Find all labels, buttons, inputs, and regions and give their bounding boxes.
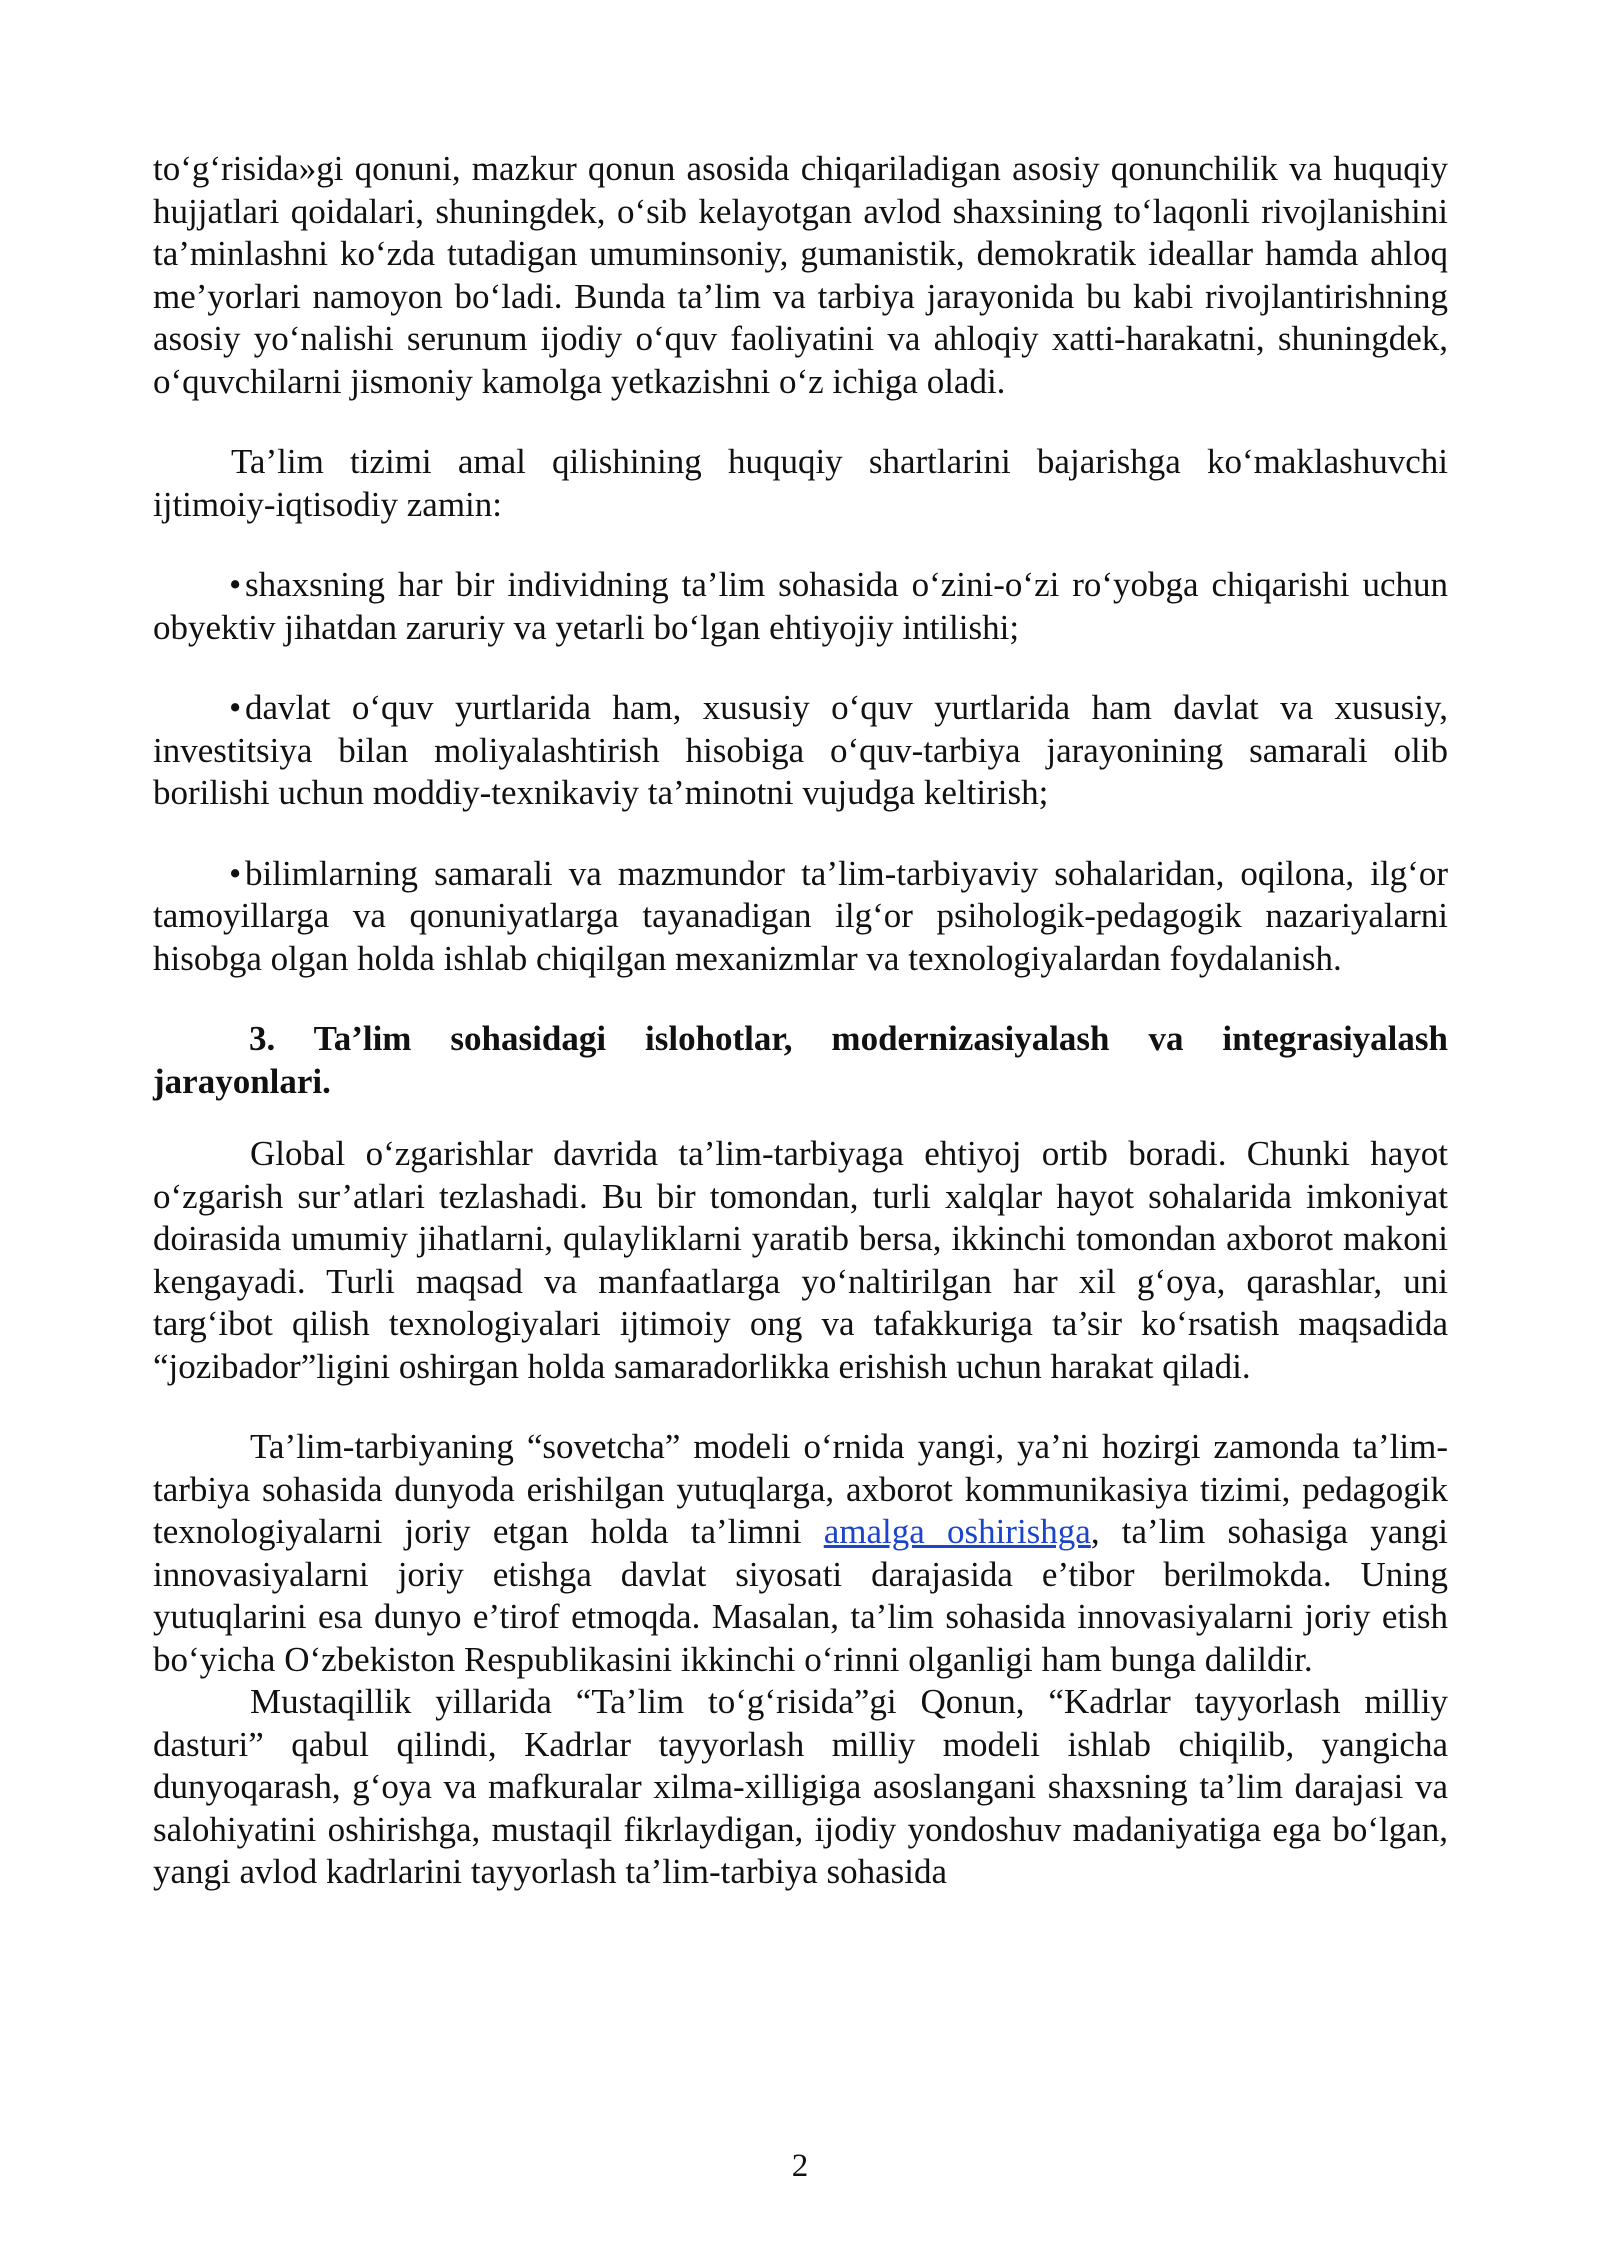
paragraph-global-changes: Global o‘zgarishlar davrida ta’lim-tarbiyaga ehtiyoj ortib boradi. Chunki hayot o‘zgarish sur’atlari tezlashadi. Bu bir tomondan, turli xalqlar hayot sohalarida imkoniyat doirasida umumiy jihatlarni, qulayliklarni yaratib bersa, ikkinchi tomondan axborot makoni kengayadi. Turli maqsad va manfaatlarga yo‘naltirilgan har xil g‘oya, qarashlar, uni targ‘ibot qilish texnologiyalari ijtimoiy ong va tafakkuriga ta’sir ko‘rsatish maqsadida “jozibador”ligini oshirgan holda samaradorlikka erishish uchun harakat qiladi. — [153, 1134, 1448, 1386]
paragraph-independence-years: Mustaqillik yillarida “Ta’lim to‘g‘risida”gi Qonun, “Kadrlar tayyorlash milliy dasturi” qabul qilindi, Kadrlar tayyorlash milliy modeli ishlab chiqilib, yangicha dunyoqarash, g‘oya va mafkuralar xilma-xilligiga asoslangani shaxsning ta’lim darajasi va salohiyatini oshirishga, mustaqil fikrlaydigan, ijodiy yondoshuv madaniyatiga ega bo‘lgan, yangi avlod kadrlarini tayyorlash ta’lim-tarbiya sohasida — [153, 1682, 1448, 1891]
paragraph-text-after-link: , ta’lim sohasiga yangi innovasiyalarni joriy etishga davlat siyosati darajasida e’tibor berilmokda. Uning yutuqlarini esa dunyo e’tirof etmoqda. Masalan, ta’lim sohasida innovasiyalarni joriy etish bo‘yicha O‘zbekiston Respublikasini ikkinchi o‘rinni olganligi ham bunga dalildir. — [153, 1512, 1448, 1679]
page-number: 2 — [791, 2148, 809, 2184]
bullet-text: shaxsning har bir individning ta’lim sohasida o‘zini-o‘zi ro‘yobga chiqarishi uchun obyektiv jihatdan zaruriy va yetarli bo‘lgan ehtiyojiy intilishi; — [153, 565, 1448, 647]
amalga-oshirishga-link[interactable]: amalga oshirishga — [823, 1512, 1091, 1551]
document-page — [153, 148, 1448, 1894]
bullet-item-1 — [153, 564, 1448, 649]
paragraph-soviet-model — [153, 1426, 1448, 1681]
bullet-text: bilimlarning samarali va mazmundor ta’lim-tarbiyaviy sohalaridan, oqilona, ilg‘or tamoyillarga va qonuniyatlarga tayanadigan ilg‘or psihologik-pedagogik nazariyalarni hisobga olgan holda ishlab chiqilgan mexanizmlar va texnologiyalardan foydalanish. — [153, 853, 1448, 978]
bullet-icon: • — [229, 565, 242, 604]
bullet-icon: • — [229, 688, 242, 727]
paragraph-legal-conditions: Ta’lim tizimi amal qilishining huquqiy shartlarini bajarishga ko‘maklashuvchi ijtimoiy-iqtisodiy zamin: — [153, 442, 1448, 524]
bullet-text: davlat o‘quv yurtlarida ham, xususiy o‘quv yurtlarida ham davlat va xususiy, investitsiya bilan moliyalashtirish hisobiga o‘quv-tarbiya jarayonining samarali olib borilishi uchun moddiy-texnikaviy ta’minotni vujudga keltirish; — [153, 688, 1448, 812]
section-heading: 3. Ta’lim sohasidagi islohotlar, modernizasiyalash va integrasiyalash jarayonlari. — [153, 1019, 1448, 1101]
bullet-icon: • — [229, 853, 242, 893]
bullet-item-3 — [153, 853, 1448, 981]
paragraph-text-before-link: Ta’lim-tarbiyaning “sovetcha” modeli o‘rnida yangi, ya’ni hozirgi zamonda ta’lim-tarbiya sohasida dunyoda erishilgan yutuqlarga, axborot kommunikasiya tizimi, pedagogik texnologiyalarni joriy etgan holda ta’limni — [153, 1427, 1448, 1551]
paragraph-continuation: to‘g‘risida»gi qonuni, mazkur qonun asosida chiqariladigan asosiy qonunchilik va huquqiy hujjatlari qoidalari, shuningdek, o‘sib kelayotgan avlod shaxsining to‘laqonli rivojlanishini ta’minlashni ko‘zda tutadigan umuminsoniy, gumanistik, demokratik ideallar hamda ahloq me’yorlari namoyon bo‘ladi. Bunda ta’lim va tarbiya jarayonida bu kabi rivojlantirishning asosiy yo‘nalishi serunum ijodiy o‘quv faoliyatini va ahloqiy xatti-harakatni, shuningdek, o‘quvchilarni jismoniy kamolga yetkazishni o‘z ichiga oladi. — [153, 149, 1448, 401]
bullet-item-2 — [153, 687, 1448, 815]
